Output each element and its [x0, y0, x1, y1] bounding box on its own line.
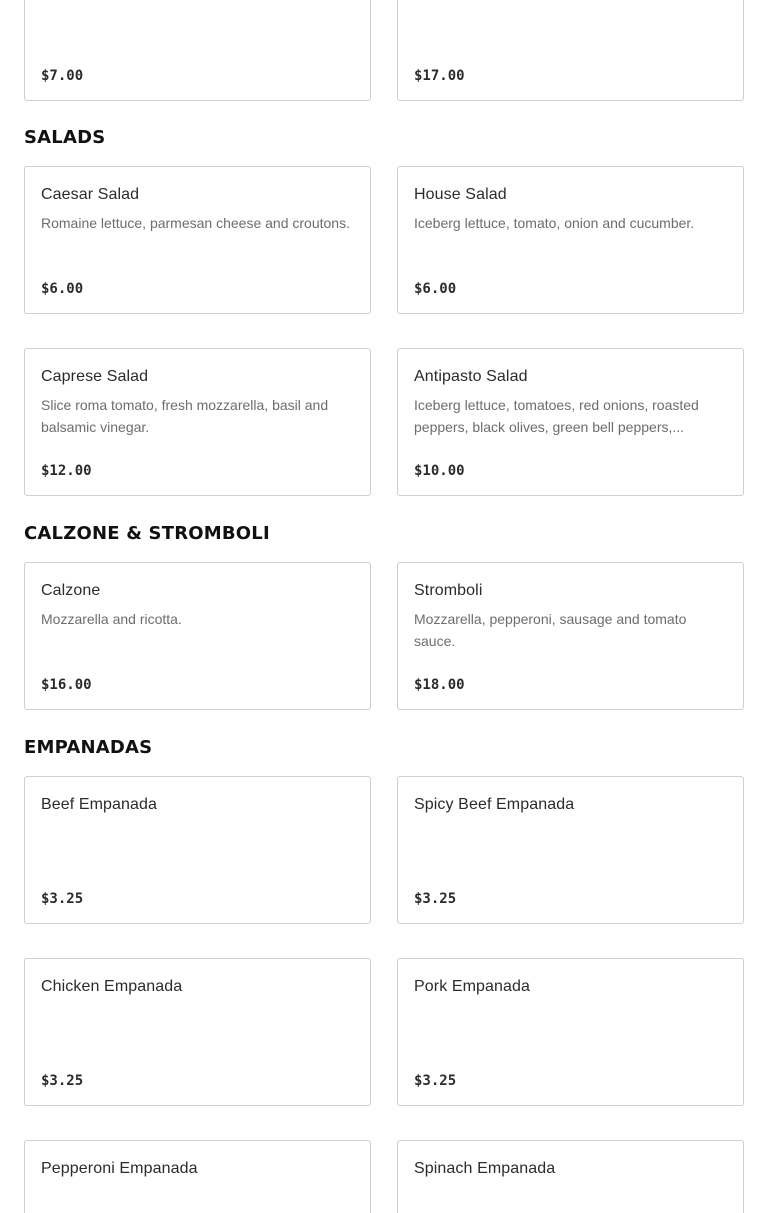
menu-item-price: $7.00 — [41, 68, 84, 84]
menu-item-card[interactable] — [24, 166, 371, 314]
menu-item-card[interactable] — [24, 958, 371, 1106]
menu-item-card[interactable] — [397, 776, 744, 924]
menu-item-card[interactable] — [397, 0, 744, 101]
menu-item-price: $3.25 — [414, 891, 457, 907]
menu-item-card[interactable] — [397, 562, 744, 710]
menu-item-description: Iceberg lettuce, tomatoes, red onions, roasted peppers, black olives, green bell peppers,... — [414, 397, 699, 435]
menu-item-price: $10.00 — [414, 463, 465, 479]
menu-item-name: Pork Empanada — [414, 978, 531, 995]
menu-item-name: Calzone — [41, 582, 101, 599]
menu-item-name: Caprese Salad — [41, 368, 149, 385]
menu-item-description: Iceberg lettuce, tomato, onion and cucumber. — [414, 215, 695, 231]
section-title-calzone-stromboli: CALZONE & STROMBOLI — [24, 523, 270, 544]
menu-item-description: Mozzarella, pepperoni, sausage and tomato sauce. — [414, 611, 687, 649]
menu-item-name: Spicy Beef Empanada — [414, 796, 575, 813]
menu-item-description: Romaine lettuce, parmesan cheese and croutons. — [41, 215, 350, 231]
menu-item-card[interactable] — [397, 1140, 744, 1213]
menu-item-card[interactable] — [24, 0, 371, 101]
menu-item-price: $12.00 — [41, 463, 92, 479]
menu-item-price: $3.25 — [414, 1073, 457, 1089]
menu-item-price: $17.00 — [414, 68, 465, 84]
menu-item-name: Chicken Empanada — [41, 978, 183, 995]
menu-item-name: House Salad — [414, 186, 507, 203]
menu-item-name: Pepperoni Empanada — [41, 1160, 198, 1177]
menu-item-card[interactable] — [24, 1140, 371, 1213]
section-title-salads: SALADS — [24, 127, 106, 148]
menu-item-name: Caesar Salad — [41, 186, 140, 203]
menu-item-card[interactable] — [24, 776, 371, 924]
menu-item-name: Stromboli — [414, 582, 483, 599]
menu-item-price: $16.00 — [41, 677, 92, 693]
menu-item-card[interactable] — [397, 348, 744, 496]
menu-item-name: Beef Empanada — [41, 796, 158, 813]
section-title-empanadas: EMPANADAS — [24, 737, 153, 758]
menu-item-price: $6.00 — [414, 281, 457, 297]
menu-item-price: $3.25 — [41, 1073, 84, 1089]
menu-item-card[interactable] — [24, 348, 371, 496]
menu-item-price: $6.00 — [41, 281, 84, 297]
menu-item-name: Antipasto Salad — [414, 368, 528, 385]
menu-item-description: Mozzarella and ricotta. — [41, 611, 182, 627]
menu-item-price: $3.25 — [41, 891, 84, 907]
menu-item-card[interactable] — [397, 958, 744, 1106]
menu-item-card[interactable] — [397, 166, 744, 314]
menu-item-card[interactable] — [24, 562, 371, 710]
menu-item-name: Spinach Empanada — [414, 1160, 556, 1177]
menu-item-description: Slice roma tomato, fresh mozzarella, basil and balsamic vinegar. — [41, 397, 329, 435]
menu-item-price: $18.00 — [414, 677, 465, 693]
